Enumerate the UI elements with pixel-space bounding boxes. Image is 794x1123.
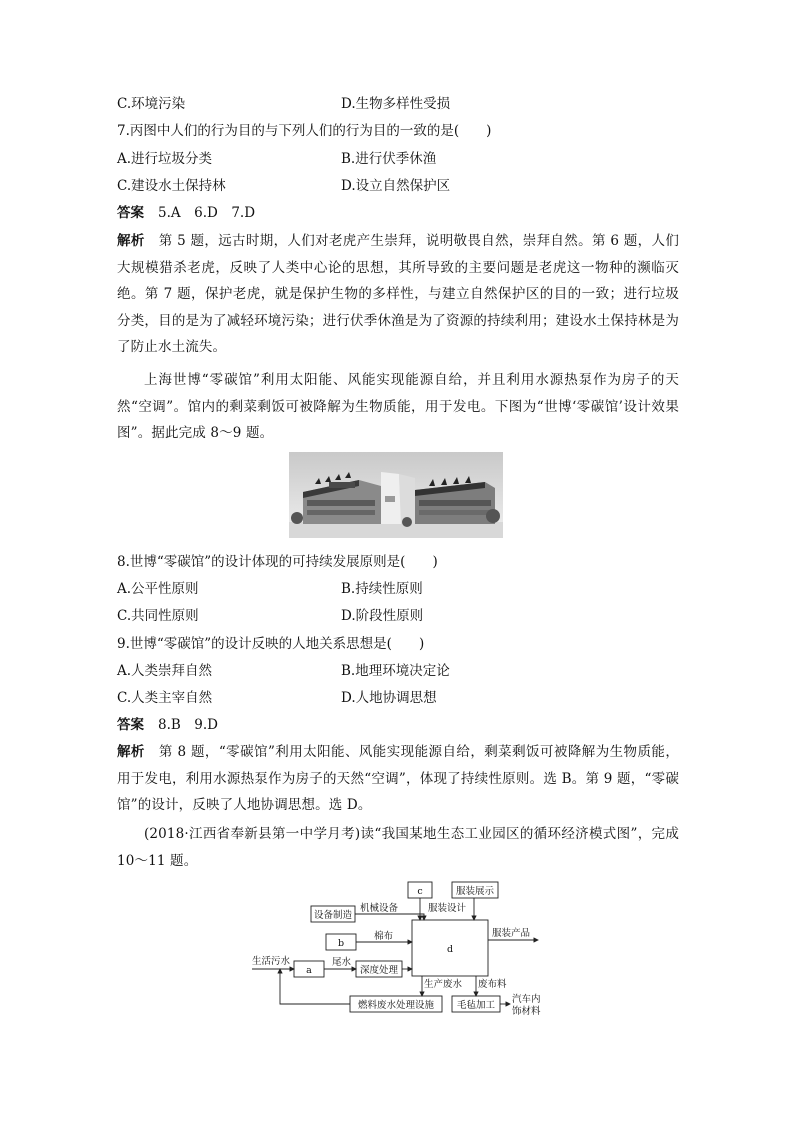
analysis-label: 解析 — [117, 744, 145, 760]
box-display-label: 服装展示 — [455, 886, 495, 897]
analysis-8-9 — [117, 739, 679, 819]
q7-option-d: D.设立自然保护区 — [341, 178, 451, 194]
answer-text: 8.B 9.D — [158, 717, 219, 733]
label-garment-design: 服装设计 — [428, 903, 467, 914]
label-auto-interior-1: 汽车内 — [512, 994, 541, 1005]
intro-8-9: 上海世博“零碳馆”利用太阳能、风能实现能源自给，并且利用水源热泵作为房子的天然“空调”。馆内的剩菜剩饭可被降解为生物质能，用于发电。下图为“世博‘零碳馆’设计效果图”。据此完成 8～9 题。 — [117, 372, 679, 441]
label-machinery-equipment: 机械设备 — [360, 903, 399, 914]
answer-label: 答案 — [117, 717, 144, 733]
label-auto-interior-2: 饰材料 — [512, 1006, 541, 1017]
q8-stem: 8.世博“零碳馆”的设计体现的可持续发展原则是( ) — [117, 554, 438, 570]
q9-option-c: C.人类主宰自然 — [117, 690, 213, 706]
box-deep-treatment-label: 深度处理 — [359, 965, 399, 976]
analysis-text: 第 5 题，远古时期，人们对老虎产生崇拜，说明敬畏自然，崇拜自然。第 6 题，人们大规模猎杀老虎，反映了人类中心论的思想，其所导致的主要问题是老虎这一物种的濒临灭绝。第 7 题，保护老虎，就是保护生物的多样性，与建立自然保护区的目的一致；进行垃圾分类，目的是为了减轻环境污染；进行伏季休渔是为了资源的持续利用；建设水土保持林是为了防止水土流失。 — [117, 233, 679, 355]
label-cotton-cloth: 棉布 — [374, 931, 394, 942]
zero-carbon-pavilion-image — [289, 452, 503, 538]
label-domestic-sewage: 生活污水 — [252, 956, 291, 967]
box-felt-label: 毛毡加工 — [456, 1000, 496, 1011]
q9-option-a: A.人类崇拜自然 — [117, 663, 213, 679]
answer-5-7 — [117, 200, 255, 227]
label-production-wastewater: 生产废水 — [424, 979, 463, 990]
q8-option-b: B.持续性原则 — [341, 581, 423, 597]
box-b-label: b — [337, 938, 345, 949]
q8-option-c: C.共同性原则 — [117, 608, 199, 624]
answer-label: 答案 — [117, 205, 144, 221]
analysis-label: 解析 — [117, 233, 145, 249]
q7-option-c: C.建设水土保持林 — [117, 178, 226, 194]
box-dye-wastewater-label: 燃料废水处理设施 — [357, 1000, 435, 1011]
label-garment-products: 服装产品 — [492, 928, 531, 939]
intro-10-11: (2018·江西省奉新县第一中学月考)读“我国某地生态工业园区的循环经济模式图”，完成 10～11 题。 — [117, 826, 679, 869]
label-tail-water: 尾水 — [332, 957, 352, 968]
answer-8-9 — [117, 712, 218, 739]
q7-stem: 7.丙图中人们的行为目的与下列人们的行为目的一致的是( ) — [117, 123, 492, 139]
circular-economy-diagram — [248, 878, 558, 1018]
label-scrap-cloth: 废布料 — [478, 979, 507, 990]
q7-option-a: A.进行垃圾分类 — [117, 151, 213, 167]
box-a-label: a — [306, 965, 312, 976]
q8-option-d: D.阶段性原则 — [341, 608, 424, 624]
q8-option-a: A.公平性原则 — [117, 581, 199, 597]
analysis-text: 第 8 题，“零碳馆”利用太阳能、风能实现能源自给，剩菜剩饭可被降解为生物质能，用于发电，利用水源热泵作为房子的天然“空调”，体现了持续性原则。选 B。第 9 题，“零碳馆”的设计，反映了人地协调思想。选 D。 — [117, 744, 679, 813]
q9-option-b: B.地理环境决定论 — [341, 663, 450, 679]
box-c-label: c — [417, 886, 423, 897]
answer-text: 5.A 6.D 7.D — [158, 205, 256, 221]
q7-option-b: B.进行伏季休渔 — [341, 151, 437, 167]
q9-option-d: D.人地协调思想 — [341, 690, 437, 706]
box-d-label: d — [446, 944, 454, 955]
box-machinery-label: 设备制造 — [313, 910, 353, 921]
q9-stem: 9.世博“零碳馆”的设计反映的人地关系思想是( ) — [117, 636, 425, 652]
analysis-5-7 — [117, 228, 679, 361]
q6-option-d: D.生物多样性受损 — [341, 96, 451, 112]
q6-option-c: C.环境污染 — [117, 96, 186, 112]
